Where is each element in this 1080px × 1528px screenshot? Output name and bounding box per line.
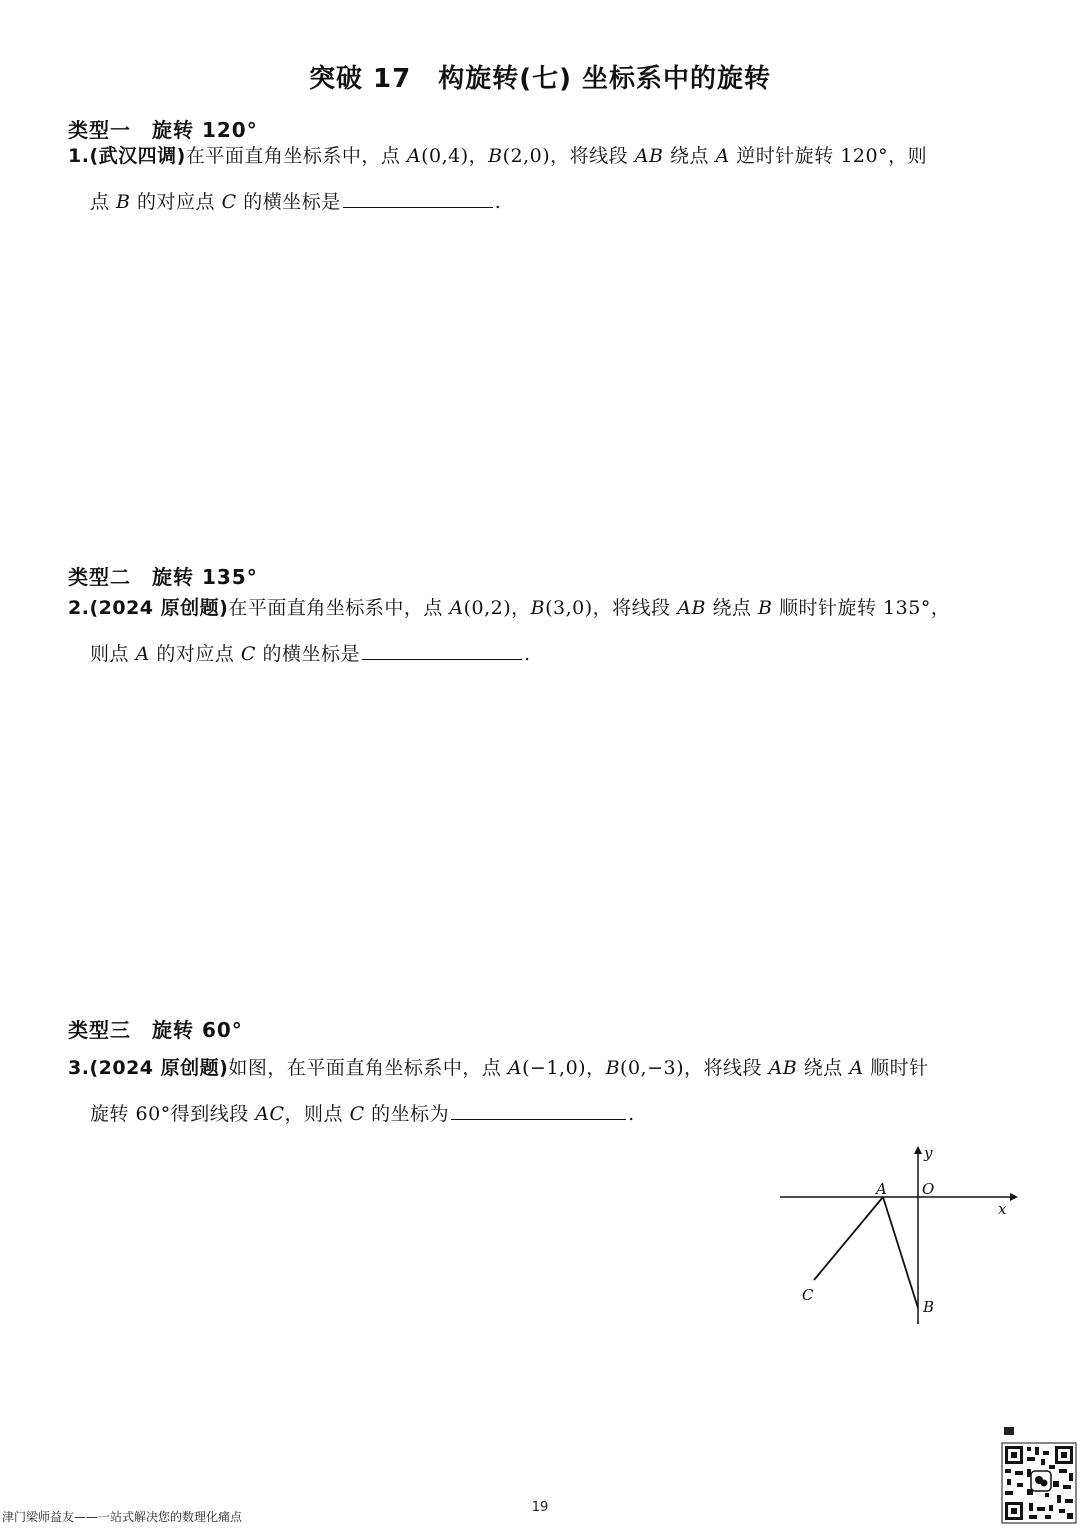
label-y: y xyxy=(924,1144,933,1162)
question-text: 则点 xyxy=(90,643,136,665)
point-label: A xyxy=(715,145,730,167)
segment-label: AB xyxy=(768,1057,798,1079)
question-source: (2024 原创题) xyxy=(89,1057,229,1079)
point-label: B xyxy=(488,145,503,167)
question-text: 逆时针旋转 120°，则 xyxy=(729,145,928,167)
point-label: A xyxy=(849,1057,864,1079)
point-label: C xyxy=(221,191,237,213)
question-text: 的横坐标是 xyxy=(236,191,341,213)
question-text: 在平面直角坐标系中，点 xyxy=(185,145,407,167)
question-number: 1. xyxy=(68,145,90,167)
label-O: O xyxy=(922,1180,935,1198)
question-text: (0,4)， xyxy=(421,145,489,167)
answer-blank[interactable] xyxy=(362,639,522,660)
question-text: 如图，在平面直角坐标系中，点 xyxy=(228,1057,508,1079)
question-text: . xyxy=(523,643,531,665)
question-number: 2. xyxy=(68,597,90,619)
point-label: B xyxy=(605,1057,621,1079)
answer-blank[interactable] xyxy=(343,187,493,208)
question-text: (3,0)，将线段 xyxy=(545,597,678,619)
question-text: 点 xyxy=(90,191,117,213)
question-text: 的对应点 xyxy=(130,191,222,213)
point-label: A xyxy=(449,597,464,619)
question-text: 旋转 60°得到线段 xyxy=(90,1103,256,1125)
point-label: A xyxy=(507,1057,523,1079)
question-text: 绕点 xyxy=(705,597,758,619)
point-label: A xyxy=(135,643,150,665)
question-2 xyxy=(68,585,1028,677)
point-label: B xyxy=(116,191,131,213)
question-source: (武汉四调) xyxy=(89,145,186,167)
question-text: 的横坐标是 xyxy=(255,643,360,665)
question-number: 3. xyxy=(68,1057,90,1079)
question-text: . xyxy=(628,1103,635,1125)
question-1 xyxy=(68,133,1028,225)
label-B: B xyxy=(923,1298,935,1316)
question-text: ，则点 xyxy=(284,1103,350,1125)
point-label: B xyxy=(758,597,773,619)
page-number: 19 xyxy=(531,1500,549,1515)
answer-blank[interactable] xyxy=(451,1099,626,1120)
segment-label: AB xyxy=(677,597,706,619)
point-label: B xyxy=(530,597,546,619)
qr-code-icon xyxy=(1000,1425,1078,1525)
question-text: 顺时针 xyxy=(863,1057,929,1079)
question-text: 的对应点 xyxy=(149,643,241,665)
point-label: A xyxy=(406,145,422,167)
question-3 xyxy=(68,1045,1028,1137)
segment-label: AC xyxy=(255,1103,285,1125)
question-text: 绕点 xyxy=(663,145,716,167)
label-A: A xyxy=(876,1180,887,1198)
point-label: C xyxy=(240,643,256,665)
question-text: (0,2)， xyxy=(463,597,531,619)
segment-AC xyxy=(814,1197,883,1280)
question-text: 在平面直角坐标系中，点 xyxy=(228,597,450,619)
question-text: 绕点 xyxy=(797,1057,850,1079)
label-C: C xyxy=(802,1286,814,1304)
segment-label: AB xyxy=(634,145,664,167)
label-x: x xyxy=(998,1200,1007,1218)
question-text: 顺时针旋转 135°， xyxy=(772,597,951,619)
footer-slogan: 津门梁师益友——一站式解决您的数理化痛点 xyxy=(2,1510,243,1524)
point-label: C xyxy=(349,1103,365,1125)
section-heading-type-3: 类型三 旋转 60° xyxy=(68,1018,243,1042)
x-axis-arrow xyxy=(1010,1193,1018,1201)
segment-AB xyxy=(883,1197,918,1308)
question-text: . xyxy=(494,191,502,213)
y-axis-arrow xyxy=(914,1146,922,1154)
question-text: (2,0)，将线段 xyxy=(502,145,635,167)
question-text: 的坐标为 xyxy=(364,1103,450,1125)
section-heading-type-2: 类型二 旋转 135° xyxy=(68,565,258,589)
page-title: 突破 17 构旋转(七) 坐标系中的旋转 xyxy=(308,64,772,94)
question-text: (0,−3)，将线段 xyxy=(620,1057,769,1079)
section-heading-type-1: 类型一 旋转 120° xyxy=(68,118,258,142)
question-text: (−1,0)， xyxy=(522,1057,606,1079)
question-source: (2024 原创题) xyxy=(89,597,229,619)
coordinate-figure xyxy=(770,1140,1030,1340)
